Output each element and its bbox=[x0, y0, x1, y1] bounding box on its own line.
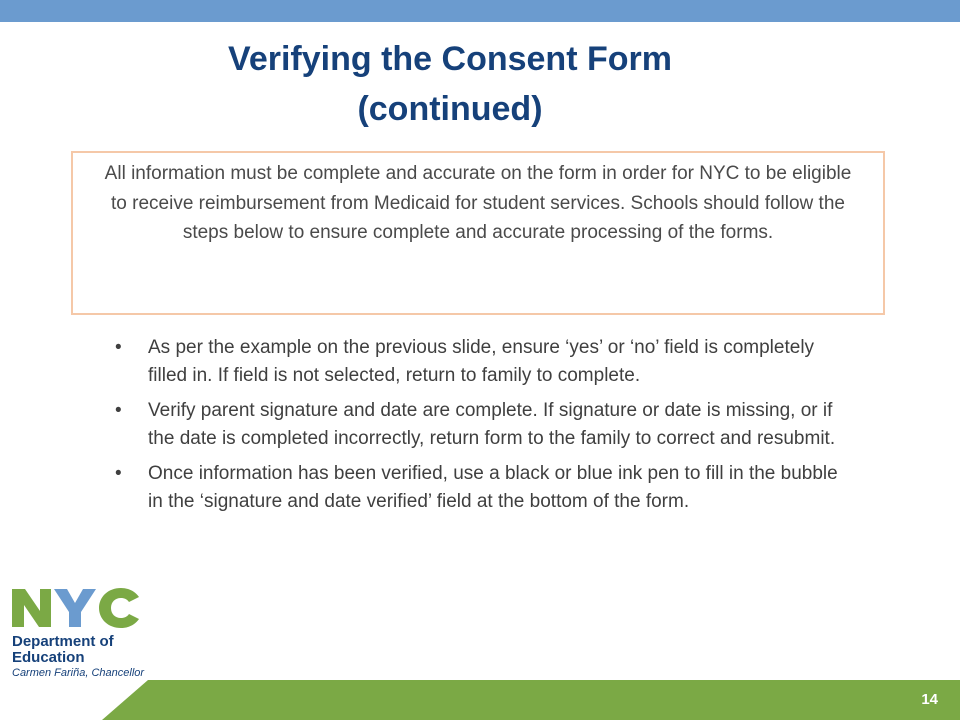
page-number: 14 bbox=[921, 691, 938, 708]
bullet-item bbox=[115, 334, 850, 389]
slide-title bbox=[150, 34, 750, 134]
bullet-text: Verify parent signature and date are complete. If signature or date is missing, or if the date is completed incorrectly, return form to the family to correct and resubmit. bbox=[148, 400, 836, 449]
nyc-logo-mark bbox=[10, 583, 142, 631]
callout-box bbox=[71, 151, 885, 315]
top-accent-bar bbox=[0, 0, 960, 22]
bullet-marker: • bbox=[115, 400, 122, 421]
bullet-marker: • bbox=[115, 463, 122, 484]
bullet-text: As per the example on the previous slide, ensure ‘yes’ or ‘no’ field is completely filled in. If field is not selected, return to family to complete. bbox=[148, 337, 815, 386]
bullet-item bbox=[115, 460, 850, 515]
logo-chancellor-text: Carmen Fariña, Chancellor bbox=[12, 667, 145, 679]
bullet-list bbox=[115, 334, 850, 523]
bullet-marker: • bbox=[115, 337, 122, 358]
bottom-accent-bar bbox=[0, 680, 960, 720]
bullet-text: Once information has been verified, use a black or blue ink pen to fill in the bubble in the ‘signature and date verified’ field at the bottom of the form. bbox=[148, 463, 838, 512]
callout-text: All information must be complete and accurate on the form in order for NYC to be eligible to receive reimbursement from Medicaid for student services. Schools should follow the steps below to ensure complete and accurate processing of the forms. bbox=[104, 163, 852, 243]
title-line-2: (continued) bbox=[357, 90, 543, 128]
title-line-1: Verifying the Consent Form bbox=[228, 40, 672, 78]
doe-logo bbox=[10, 583, 150, 683]
logo-department-text: Department of bbox=[12, 633, 114, 650]
bullet-item bbox=[115, 397, 850, 452]
logo-education-text: Education bbox=[12, 649, 85, 666]
